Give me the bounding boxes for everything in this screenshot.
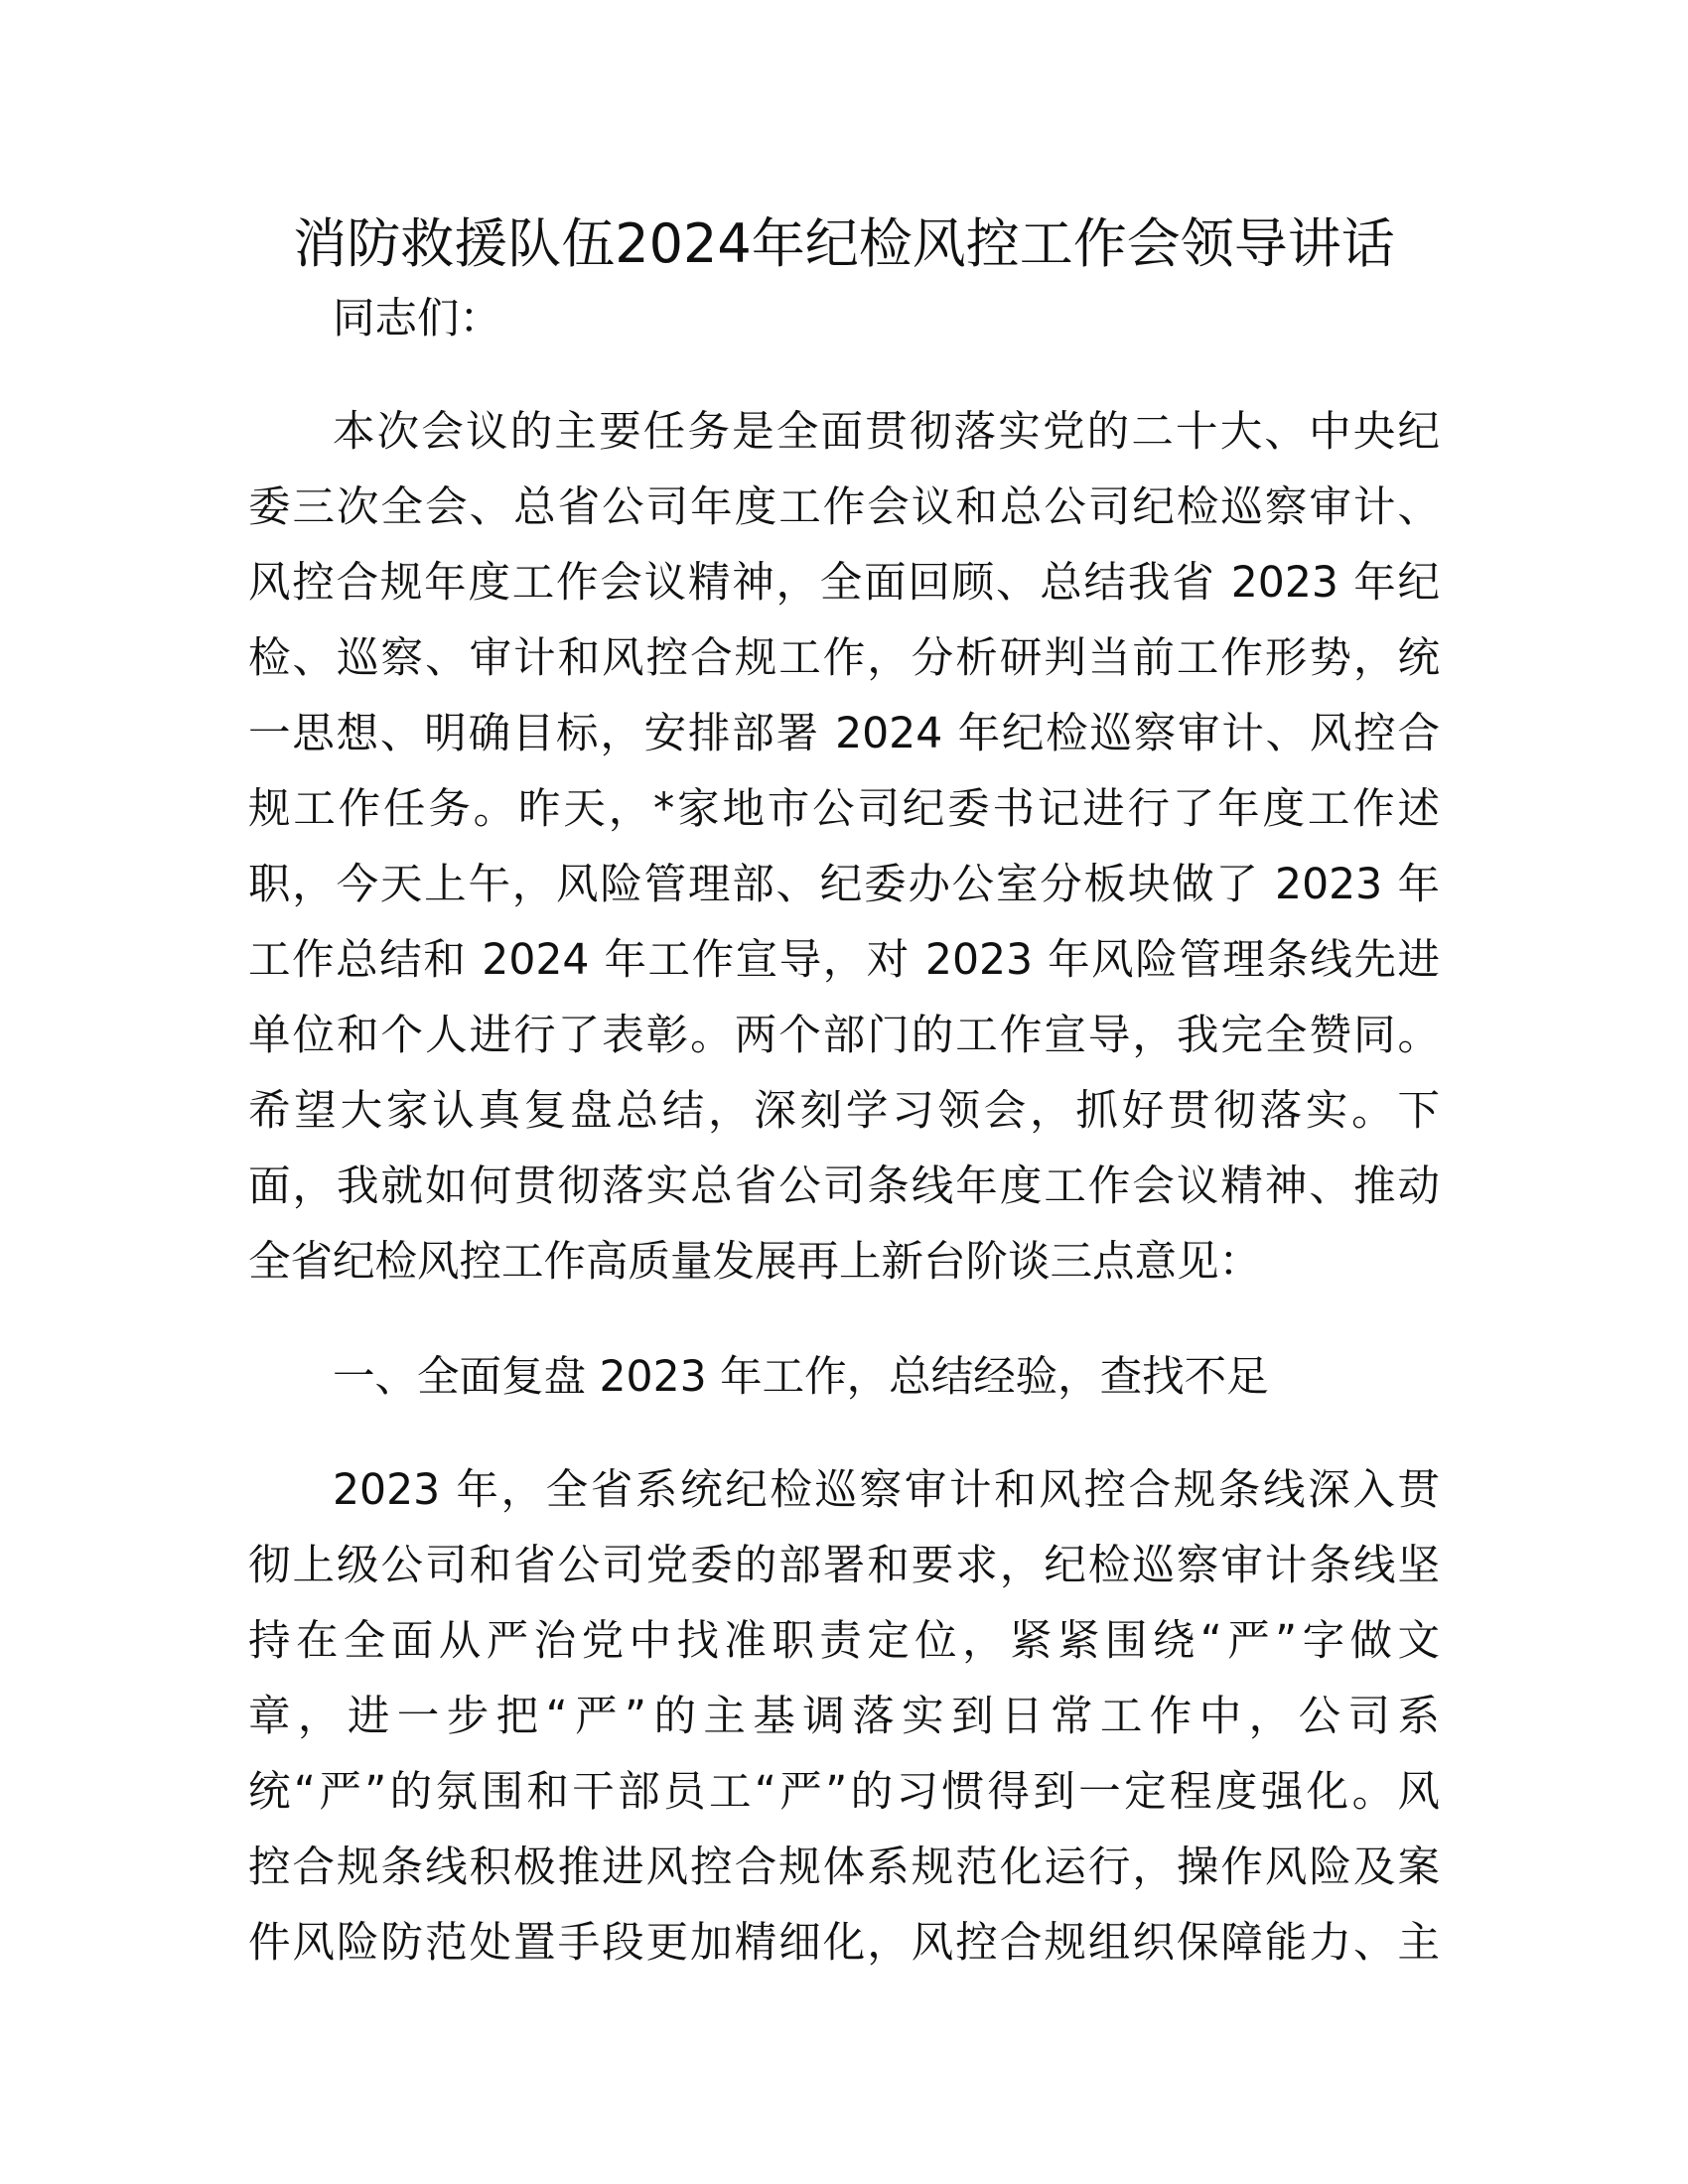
paragraph-line: 彻上级公司和省公司党委的部署和要求，纪检巡察审计条线坚 — [248, 1542, 1440, 1590]
paragraph-line: 工作总结和 2024 年工作宣导，对 2023 年风险管理条线先进 — [248, 936, 1440, 985]
salutation — [248, 282, 1440, 357]
paragraph-line: 控合规条线积极推进风控合规体系规范化运行，操作风险及案 — [248, 1843, 1440, 1892]
section-heading-1 — [248, 1340, 1440, 1416]
heading-line: 一、全面复盘 2023 年工作，总结经验，查找不足 — [333, 1353, 1269, 1402]
paragraph-line: 面，我就如何贯彻落实总省公司条线年度工作会议精神、推动 — [248, 1162, 1440, 1211]
paragraph-line: 持在全面从严治党中找准职责定位，紧紧围绕“严”字做文 — [248, 1617, 1440, 1666]
paragraph-line: 统“严”的氛围和干部员工“严”的习惯得到一定程度强化。风 — [248, 1768, 1440, 1817]
paragraph-line: 单位和个人进行了表彰。两个部门的工作宣导，我完全赞同。 — [248, 1012, 1440, 1060]
paragraph-line: 本次会议的主要任务是全面贯彻落实党的二十大、中央纪 — [333, 408, 1440, 457]
paragraph-line: 件风险防范处置手段更加精细化，风控合规组织保障能力、主 — [248, 1919, 1440, 1968]
paragraph-line: 希望大家认真复盘总结，深刻学习领会，抓好贯彻落实。下 — [248, 1087, 1440, 1136]
paragraph-line: 章，进一步把“严”的主基调落实到日常工作中，公司系 — [248, 1693, 1440, 1741]
paragraph-intro — [248, 395, 1440, 1300]
paragraph-review — [248, 1453, 1440, 1981]
paragraph-line: 2023 年，全省系统纪检巡察审计和风控合规条线深入贯 — [333, 1466, 1440, 1515]
paragraph-line: 全省纪检风控工作高质量发展再上新台阶谈三点意见： — [248, 1238, 1262, 1287]
paragraph-line: 一思想、明确目标，安排部署 2024 年纪检巡察审计、风控合 — [248, 710, 1440, 758]
paragraph-line: 职，今天上午，风险管理部、纪委办公室分板块做了 2023 年 — [248, 861, 1440, 909]
paragraph-line: 风控合规年度工作会议精神，全面回顾、总结我省 2023 年纪 — [248, 559, 1440, 608]
salutation-line: 同志们： — [333, 295, 502, 343]
paragraph-line: 检、巡察、审计和风控合规工作，分析研判当前工作形势，统 — [248, 634, 1440, 683]
paragraph-line: 规工作任务。昨天，*家地市公司纪委书记进行了年度工作述 — [248, 785, 1440, 834]
paragraph-line: 委三次全会、总省公司年度工作会议和总公司纪检巡察审计、 — [248, 483, 1440, 532]
document-title: 消防救援队伍2024年纪检风控工作会领导讲话 — [293, 212, 1395, 275]
